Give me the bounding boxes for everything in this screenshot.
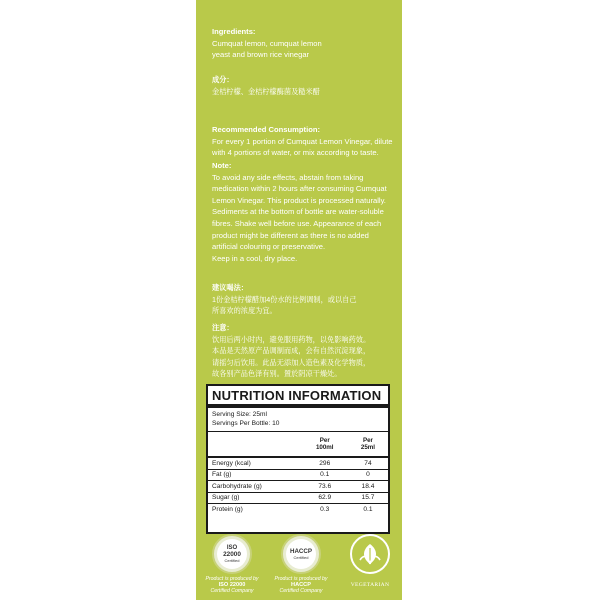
haccp-caption-line: Certified Company — [279, 588, 323, 594]
table-row — [208, 481, 388, 493]
haccp-caption-line: Product is produced by — [274, 576, 328, 582]
nutrient-name: Energy (kcal) — [208, 457, 302, 469]
cn-note-line: 故各别产品色泽有别。置於阴凉干燥处。 — [212, 369, 342, 379]
haccp-badge — [281, 534, 321, 574]
consumption-line: For every 1 portion of Cumquat Lemon Vinegar, dilute — [212, 136, 393, 146]
nutrient-name: Sugar (g) — [208, 492, 302, 504]
note-heading: Note: — [212, 161, 232, 170]
ingredients-section — [212, 26, 394, 61]
note-line: Keep in a cool, dry place. — [212, 253, 298, 263]
cn-note-line: 请摇匀后饮用。此品无添加人造色素及化学物质， — [212, 357, 371, 367]
note-section — [212, 160, 394, 264]
haccp-caption — [271, 576, 331, 594]
serving-size: Serving Size: 25ml — [212, 411, 267, 418]
note-line: artificial colouring or preservative. — [212, 242, 326, 252]
cn-note-line: 本品是天然原产品调制而成，会有自然沉淀现象， — [212, 346, 371, 356]
nutrient-name: Fat (g) — [208, 469, 302, 481]
cn-consumption-section — [212, 282, 394, 317]
cn-note-line: 饮用后两小时内，避免服用药物，以免影响药效。 — [212, 334, 371, 344]
iso-number: 22000 — [223, 551, 241, 558]
vegetarian-badge — [350, 534, 390, 574]
nutrition-panel — [206, 384, 390, 534]
table-row — [208, 457, 388, 469]
cn-consumption-line: 1份金桔柠檬醋加4份水的比例调制，或以自己 — [212, 294, 357, 304]
cn-ingredients-section — [212, 74, 394, 97]
nutrition-table — [208, 432, 388, 515]
nutrient-per100: 296 — [302, 457, 348, 469]
cn-ingredients-heading: 成分： — [212, 75, 234, 84]
iso-caption-line: Product is produced by — [205, 576, 259, 582]
nutrient-per25: 0.1 — [348, 504, 388, 515]
nutrient-name: Protein (g) — [208, 504, 302, 515]
nutrient-per100: 62.9 — [302, 492, 348, 504]
cn-ingredients-text: 金桔柠檬、金桔柠檬酶菌及糙米醋 — [212, 86, 320, 96]
nutrition-title: NUTRITION INFORMATION — [208, 386, 388, 408]
haccp-badge-inner — [286, 539, 316, 569]
leaf-icon — [356, 540, 384, 568]
ingredients-line: yeast and brown rice vinegar — [212, 50, 310, 60]
consumption-heading: Recommended Consumption: — [212, 125, 321, 134]
note-line: product might be different as there is no added — [212, 230, 369, 240]
iso-caption — [202, 576, 262, 594]
iso-caption-line: ISO 22000 — [218, 582, 246, 588]
col-header-text: 25ml — [360, 444, 375, 451]
vegetarian-label: VEGETARIAN — [350, 582, 390, 588]
nutrient-name: Carbohydrate (g) — [208, 481, 302, 493]
nutrient-per100: 73.6 — [302, 481, 348, 493]
col-header-text: 100ml — [315, 444, 334, 451]
nutrient-per25: 0 — [348, 469, 388, 481]
table-row — [208, 469, 388, 481]
cn-consumption-heading: 建议喝法： — [212, 283, 248, 292]
haccp-text: HACCP — [289, 548, 312, 555]
cn-consumption-line: 所喜欢的浓度为宜。 — [212, 306, 277, 316]
col-per-100ml — [302, 432, 348, 457]
table-row — [208, 492, 388, 504]
note-line: To avoid any side effects, abstain from taking — [212, 172, 364, 182]
iso-text: ISO — [226, 545, 238, 551]
nutrition-header-row — [208, 432, 388, 457]
col-header-text: Per — [319, 437, 330, 444]
note-line: Lemon Vinegar. This product is processed naturally. — [212, 195, 386, 205]
servings-per-bottle: Servings Per Bottle: 10 — [212, 420, 280, 427]
note-line: fibres. Shake well before use. Appearance of each — [212, 218, 382, 228]
nutrient-per25: 15.7 — [348, 492, 388, 504]
table-row — [208, 504, 388, 515]
iso-badge-inner — [217, 539, 247, 569]
note-line: medication within 2 hours after consuming Cumquat — [212, 184, 387, 194]
nutrient-per100: 0.3 — [302, 504, 348, 515]
nutrient-per25: 74 — [348, 457, 388, 469]
consumption-line: with 4 portions of water, or mix according to taste. — [212, 148, 379, 158]
iso-badge — [212, 534, 252, 574]
cn-note-heading: 注意： — [212, 323, 234, 332]
ingredients-line: Cumquat lemon, cumquat lemon — [212, 38, 322, 48]
nutrient-per100: 0.1 — [302, 469, 348, 481]
nutrition-meta — [208, 408, 388, 432]
col-header-text: Per — [362, 437, 373, 444]
nutrient-per25: 18.4 — [348, 481, 388, 493]
col-per-25ml — [348, 432, 388, 457]
haccp-certified: Certified — [293, 555, 309, 560]
iso-certified: Certified — [224, 558, 240, 563]
cn-note-section — [212, 322, 394, 380]
iso-caption-line: Certified Company — [210, 588, 254, 594]
note-line: Sediments at the bottom of bottle are water-soluble — [212, 207, 384, 217]
consumption-section — [212, 124, 394, 159]
haccp-caption-line: HACCP — [291, 582, 311, 588]
ingredients-heading: Ingredients: — [212, 27, 256, 36]
